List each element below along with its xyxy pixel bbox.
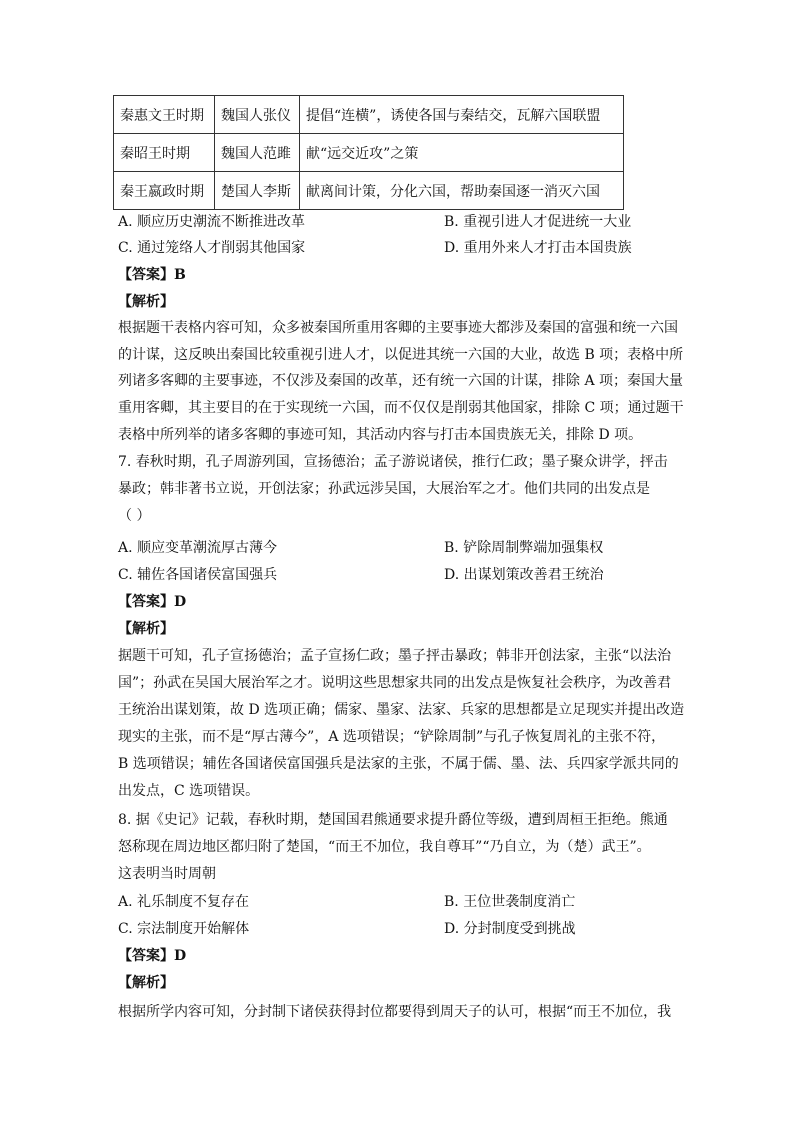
- table-cell-deed: 提倡“连横”，诱使各国与秦结交，瓦解六国联盟: [300, 96, 624, 134]
- q8-option-c: C. 宗法制度开始解体: [118, 921, 250, 937]
- table-cell-person: 魏国人张仪: [215, 96, 300, 134]
- table-cell-deed: 献“远交近攻”之策: [300, 134, 624, 172]
- q7-option-a: A. 顺应变革潮流厚古薄今: [118, 540, 278, 556]
- q7-analysis-line: 现实的主张，而不是“厚古薄今”，A 选项错误；“铲除周制”与孔子恢复周礼的主张不符，: [118, 729, 666, 745]
- q7-analysis-label: 【解析】: [118, 621, 174, 637]
- table-cell-period: 秦惠文王时期: [114, 96, 215, 134]
- table-cell-person: 楚国人李斯: [215, 172, 300, 210]
- q8-stem-line: 怒称现在周边地区都归附了楚国，“而王不加位，我自尊耳”“乃自立，为（楚）武王”。: [118, 839, 651, 855]
- q6-analysis-line: 根据题干表格内容可知，众多被秦国所重用客卿的主要事迹大都涉及秦国的富强和统一六国: [118, 320, 678, 336]
- q7-analysis-line: 据题干可知，孔子宣扬德治；孟子宣扬仁政；墨子抨击暴政；韩非开创法家，主张“以法治: [118, 648, 672, 664]
- q8-analysis-line: 根据所学内容可知，分封制下诸侯获得封位都要得到周天子的认可，根据“而王不加位，我: [118, 1004, 672, 1020]
- q8-analysis-label: 【解析】: [118, 975, 174, 991]
- q7-analysis-line: 国”；孙武在吴国大展治军之才。说明这些思想家共同的出发点是恢复社会秩序，为改善君: [118, 675, 672, 691]
- q7-stem-line: 暴政；韩非著书立说，开创法家；孙武远涉吴国，大展治军之才。他们共同的出发点是: [118, 481, 650, 497]
- table-cell-period: 秦王嬴政时期: [114, 172, 215, 210]
- q7-option-c: C. 辅佐各国诸侯富国强兵: [118, 567, 278, 583]
- q6-analysis-line: 列诸多客卿的主要事迹，不仅涉及秦国的改革，还有统一六国的计谋，排除 A 项；秦国大量: [118, 373, 684, 389]
- q8-option-a: A. 礼乐制度不复存在: [118, 894, 250, 910]
- q7-stem-line: （ ）: [118, 508, 151, 524]
- q7-option-b: B. 铲除周制弊端加强集权: [444, 540, 604, 556]
- q7-analysis-line: B 选项错误；辅佐各国诸侯富国强兵是法家的主张，不属于儒、墨、法、兵四家学派共同的: [118, 756, 679, 772]
- q7-analysis-line: 王统治出谋划策，故 D 选项正确；儒家、墨家、法家、兵家的思想都是立足现实并提出改造: [118, 702, 685, 718]
- q6-analysis-label: 【解析】: [118, 294, 174, 310]
- info-table: [113, 95, 624, 210]
- q7-stem-line: 7. 春秋时期，孔子周游列国，宣扬德治；孟子游说诸侯，推行仁政；墨子聚众讲学，抨击: [118, 454, 668, 470]
- q8-stem-line: 8. 据《史记》记载，春秋时期，楚国国君熊通要求提升爵位等级，遭到周桓王拒绝。熊通: [118, 812, 668, 828]
- q8-option-b: B. 王位世袭制度消亡: [444, 894, 576, 910]
- q7-option-d: D. 出谋划策改善君王统治: [444, 567, 604, 583]
- q6-answer: 【答案】B: [118, 267, 186, 283]
- table-row: [114, 96, 624, 134]
- q6-option-a: A. 顺应历史潮流不断推进改革: [118, 214, 306, 230]
- q6-analysis-line: 的计谋，这反映出秦国比较重视引进人才，以促进其统一六国的大业，故选 B 项；表格中所: [118, 347, 684, 363]
- table-row: [114, 134, 624, 172]
- q6-analysis-line: 表格中所列举的诸多客卿的事迹可知，其活动内容与打击本国贵族无关，排除 D 项。: [118, 427, 643, 443]
- table-cell-deed: 献离间计策，分化六国，帮助秦国逐一消灭六国: [300, 172, 624, 210]
- q6-option-c: C. 通过笼络人才削弱其他国家: [118, 240, 306, 256]
- q6-analysis-line: 重用客卿，其主要目的在于实现统一六国，而不仅仅是削弱其他国家，排除 C 项；通过题干: [118, 400, 684, 416]
- q7-analysis-line: 出发点，C 选项错误。: [118, 783, 260, 799]
- table-cell-person: 魏国人范雎: [215, 134, 300, 172]
- q7-answer: 【答案】D: [118, 594, 187, 610]
- q6-option-d: D. 重用外来人才打击本国贵族: [444, 240, 632, 256]
- q8-answer: 【答案】D: [118, 948, 187, 964]
- table-row: [114, 172, 624, 210]
- q8-stem-line: 这表明当时周朝: [118, 866, 216, 882]
- q8-option-d: D. 分封制度受到挑战: [444, 921, 576, 937]
- table-cell-period: 秦昭王时期: [114, 134, 215, 172]
- q6-option-b: B. 重视引进人才促进统一大业: [444, 214, 632, 230]
